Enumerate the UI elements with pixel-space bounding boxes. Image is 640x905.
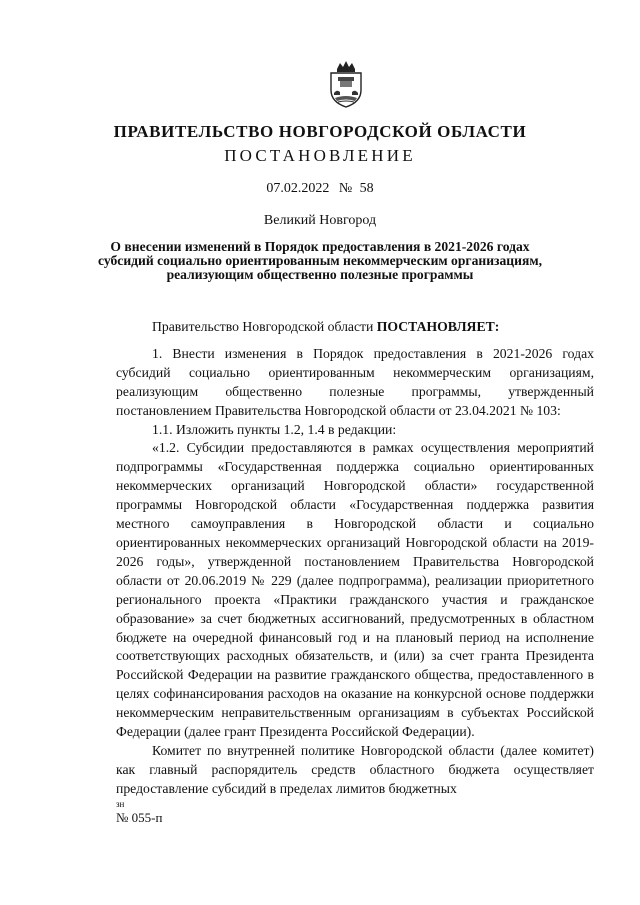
city: Великий Новгород: [263, 213, 377, 228]
resolves-word: ПОСТАНОВЛЯЕТ:: [376, 319, 500, 334]
government-name: ПРАВИТЕЛЬСТВО НОВГОРОДСКОЙ ОБЛАСТИ: [113, 122, 527, 141]
paragraph: «1.2. Субсидии предоставляются в рамках осуществления мероприятий подпрограммы «Государственная поддержка социально ориентированных некоммерческих организаций Новгородской области» государственной программы Новгородской области «Государственная поддержка развития местного самоуправления в Новгородской области и социально ориентированных некоммерческих организаций Новгородской области на 2019-2026 годы», утвержденной постановлением Правительства Новгородской области от 20.06.2019 № 229 (далее подпрограмма), реализации приоритетного регионального проекта «Практики гражданского участия и гражданское образование» за счет бюджетных ассигнований, предусмотренных в областном бюджете на очередной финансовый год и на плановый период на исполнение соответствующих расходных обязательств, и (или) за счет гранта Президента Российской Федерации на развитие гражданского общества, предоставленного в целях софинансирования расходов на оказание на конкурсной основе поддержки некоммерческим неправительственным организациям в субъектах Российской Федерации (далее грант Президента Российской Федерации).: [116, 440, 594, 740]
decree-body: [116, 318, 594, 799]
decree-title: [0, 240, 640, 282]
title-line: субсидий социально ориентированным некоммерческим организациям,: [98, 253, 542, 268]
resolution-intro: [116, 318, 594, 337]
title-line: реализующим общественно полезные программы: [166, 267, 474, 282]
decree-number: 58: [359, 181, 374, 196]
cut-off-text: зн: [116, 799, 125, 809]
intro-text: Правительство Новгородской области: [152, 319, 377, 334]
paragraph: 1.1. Изложить пункты 1.2, 1.4 в редакции:: [152, 421, 397, 437]
decree-date: 07.02.2022: [266, 181, 330, 196]
paragraph: Комитет по внутренней политике Новгородской области (далее комитет) как главный распорядитель средств областного бюджета осуществляет предоставление субсидий в пределах лимитов бюджетных: [116, 742, 594, 796]
document-number: № 055-п: [116, 810, 163, 825]
number-sign: №: [338, 181, 353, 196]
decree-date-line: [0, 181, 640, 197]
paragraph: 1. Внести изменения в Порядок предоставления в 2021-2026 годах субсидий социально ориентированным некоммерческим организациям, реализующим общественно полезные программы, утвержденный постановлением Правительства Новгородской области от 23.04.2021 № 103:: [116, 345, 594, 418]
title-line: О внесении изменений в Порядок предоставления в 2021-2026 годах: [110, 239, 530, 254]
coat-of-arms-icon: [327, 60, 365, 108]
document-type: ПОСТАНОВЛЕНИЕ: [224, 146, 416, 165]
